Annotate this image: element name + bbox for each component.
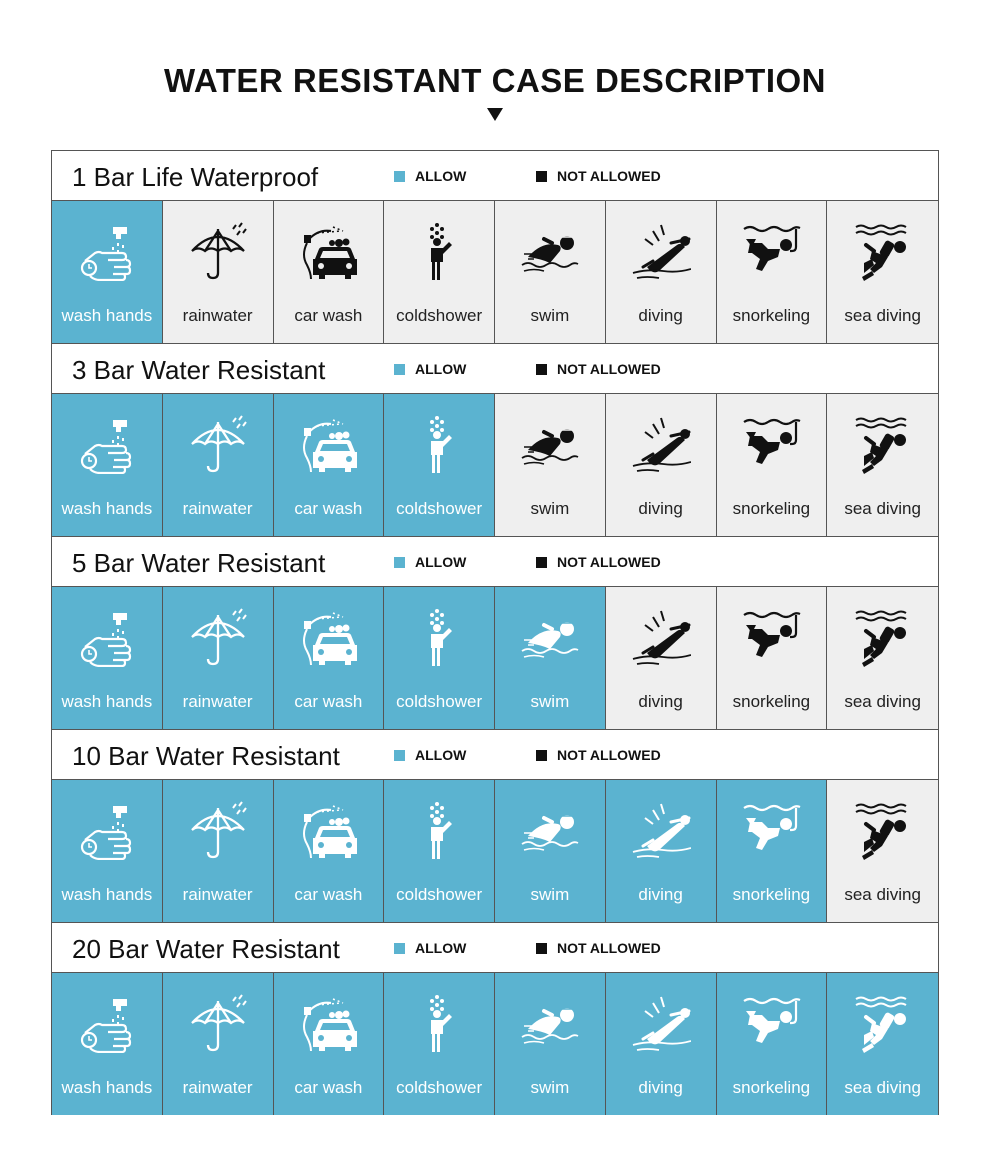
activity-label: swim [530, 499, 570, 518]
activity-row [52, 780, 938, 922]
activity-label: snorkeling [732, 499, 811, 518]
section-title: 10 Bar Water Resistant [72, 741, 340, 771]
activity-row [52, 201, 938, 343]
swimmer-icon [520, 414, 580, 474]
shower-icon [409, 221, 469, 281]
activity-label: rainwater [182, 499, 253, 518]
allow-swatch [394, 943, 405, 954]
section-header [52, 730, 938, 780]
activity-label: car wash [294, 499, 363, 518]
activity-label: wash hands [61, 306, 153, 325]
activity-cell-wash-hands [52, 780, 163, 922]
activity-cell-wash-hands [52, 394, 163, 536]
activity-label: swim [530, 1078, 570, 1097]
section-header [52, 537, 938, 587]
shower-icon [409, 800, 469, 860]
activity-cell-car-wash [274, 587, 385, 729]
activity-cell-rainwater [163, 201, 274, 343]
activity-cell-car-wash [274, 394, 385, 536]
sea-diving-icon [852, 800, 912, 860]
car-wash-icon [299, 607, 359, 667]
activity-label: diving [638, 306, 683, 325]
activity-cell-car-wash [274, 973, 385, 1115]
page-title: WATER RESISTANT CASE DESCRIPTION [164, 62, 826, 99]
activity-label: coldshower [396, 1078, 483, 1097]
activity-cell-rainwater [163, 587, 274, 729]
activity-cell-coldshower [384, 780, 495, 922]
activity-cell-swim [495, 201, 606, 343]
wash-hands-icon [77, 607, 137, 667]
activity-label: sea diving [844, 885, 921, 904]
shower-icon [409, 993, 469, 1053]
allow-swatch [394, 557, 405, 568]
activity-cell-swim [495, 394, 606, 536]
activity-cell-rainwater [163, 780, 274, 922]
legend-not-allowed-label: NOT ALLOWED [557, 940, 661, 956]
activity-cell-sea-diving [827, 587, 938, 729]
activity-label: swim [530, 885, 570, 904]
allow-swatch [394, 364, 405, 375]
sea-diving-icon [852, 414, 912, 474]
activity-label: coldshower [396, 692, 483, 711]
rating-section-10bar [52, 730, 938, 923]
activity-label: coldshower [396, 885, 483, 904]
activity-cell-diving [606, 780, 717, 922]
activity-label: wash hands [61, 885, 153, 904]
wash-hands-icon [77, 800, 137, 860]
legend-not-allowed [536, 940, 661, 956]
activity-label: wash hands [61, 499, 153, 518]
activity-label: car wash [294, 306, 363, 325]
activity-label: diving [638, 885, 683, 904]
activity-row [52, 973, 938, 1115]
activity-cell-sea-diving [827, 201, 938, 343]
snorkeling-icon [742, 993, 802, 1053]
activity-label: car wash [294, 885, 363, 904]
legend-allow-label: ALLOW [415, 940, 467, 956]
activity-label: snorkeling [732, 885, 811, 904]
activity-cell-snorkeling [717, 394, 828, 536]
legend-allow [394, 940, 466, 956]
legend-not-allowed [536, 361, 661, 377]
activity-label: diving [638, 692, 683, 711]
section-title: 1 Bar Life Waterproof [72, 162, 319, 192]
diving-icon [631, 221, 691, 281]
activity-cell-sea-diving [827, 973, 938, 1115]
activity-label: car wash [294, 692, 363, 711]
allow-swatch [394, 171, 405, 182]
legend-not-allowed-label: NOT ALLOWED [557, 747, 661, 763]
activity-cell-wash-hands [52, 973, 163, 1115]
legend-allow [394, 168, 466, 184]
rating-section-5bar [52, 537, 938, 730]
activity-cell-diving [606, 973, 717, 1115]
sea-diving-icon [852, 221, 912, 281]
swimmer-icon [520, 221, 580, 281]
car-wash-icon [299, 414, 359, 474]
rating-section-1bar [52, 151, 938, 344]
section-title: 3 Bar Water Resistant [72, 355, 326, 385]
activity-cell-snorkeling [717, 587, 828, 729]
activity-cell-snorkeling [717, 780, 828, 922]
legend-allow-label: ALLOW [415, 554, 467, 570]
rating-table [51, 150, 939, 1115]
umbrella-icon [188, 993, 248, 1053]
snorkeling-icon [742, 800, 802, 860]
activity-label: car wash [294, 1078, 363, 1097]
activity-cell-diving [606, 394, 717, 536]
wash-hands-icon [77, 414, 137, 474]
activity-label: swim [530, 692, 570, 711]
car-wash-icon [299, 993, 359, 1053]
section-header [52, 344, 938, 394]
section-title: 5 Bar Water Resistant [72, 548, 326, 578]
umbrella-icon [188, 221, 248, 281]
legend-not-allowed-label: NOT ALLOWED [557, 361, 661, 377]
activity-label: wash hands [61, 692, 153, 711]
activity-label: diving [638, 499, 683, 518]
sea-diving-icon [852, 607, 912, 667]
activity-label: sea diving [844, 1078, 921, 1097]
activity-label: rainwater [182, 692, 253, 711]
diving-icon [631, 800, 691, 860]
activity-label: snorkeling [732, 306, 811, 325]
activity-cell-rainwater [163, 973, 274, 1115]
swimmer-icon [520, 993, 580, 1053]
legend-not-allowed [536, 747, 661, 763]
activity-cell-wash-hands [52, 201, 163, 343]
activity-cell-swim [495, 587, 606, 729]
activity-cell-rainwater [163, 394, 274, 536]
activity-label: coldshower [396, 306, 483, 325]
legend-allow [394, 554, 466, 570]
snorkeling-icon [742, 414, 802, 474]
legend-not-allowed-label: NOT ALLOWED [557, 554, 661, 570]
activity-label: rainwater [182, 306, 253, 325]
activity-label: sea diving [844, 692, 921, 711]
down-arrow-icon [487, 108, 503, 121]
activity-cell-snorkeling [717, 201, 828, 343]
wash-hands-icon [77, 993, 137, 1053]
activity-label: wash hands [61, 1078, 153, 1097]
legend-not-allowed [536, 554, 661, 570]
legend-allow [394, 747, 466, 763]
activity-label: snorkeling [732, 1078, 811, 1097]
activity-row [52, 587, 938, 729]
swimmer-icon [520, 800, 580, 860]
not-allowed-swatch [536, 171, 547, 182]
swimmer-icon [520, 607, 580, 667]
not-allowed-swatch [536, 364, 547, 375]
activity-cell-sea-diving [827, 394, 938, 536]
legend-not-allowed [536, 168, 661, 184]
not-allowed-swatch [536, 557, 547, 568]
activity-cell-sea-diving [827, 780, 938, 922]
diving-icon [631, 993, 691, 1053]
activity-label: swim [530, 306, 570, 325]
legend-allow-label: ALLOW [415, 361, 467, 377]
section-header [52, 923, 938, 973]
activity-cell-coldshower [384, 394, 495, 536]
section-title: 20 Bar Water Resistant [72, 934, 340, 964]
activity-label: sea diving [844, 306, 921, 325]
activity-label: rainwater [182, 885, 253, 904]
activity-cell-coldshower [384, 201, 495, 343]
diving-icon [631, 607, 691, 667]
legend-allow-label: ALLOW [415, 747, 467, 763]
allow-swatch [394, 750, 405, 761]
umbrella-icon [188, 607, 248, 667]
snorkeling-icon [742, 221, 802, 281]
shower-icon [409, 607, 469, 667]
car-wash-icon [299, 800, 359, 860]
activity-cell-coldshower [384, 973, 495, 1115]
activity-cell-car-wash [274, 780, 385, 922]
diving-icon [631, 414, 691, 474]
not-allowed-swatch [536, 943, 547, 954]
snorkeling-icon [742, 607, 802, 667]
activity-label: sea diving [844, 499, 921, 518]
rating-section-3bar [52, 344, 938, 537]
activity-cell-diving [606, 587, 717, 729]
shower-icon [409, 414, 469, 474]
activity-row [52, 394, 938, 536]
activity-cell-diving [606, 201, 717, 343]
umbrella-icon [188, 414, 248, 474]
sea-diving-icon [852, 993, 912, 1053]
activity-cell-swim [495, 973, 606, 1115]
activity-cell-swim [495, 780, 606, 922]
activity-cell-coldshower [384, 587, 495, 729]
activity-label: coldshower [396, 499, 483, 518]
wash-hands-icon [77, 221, 137, 281]
activity-label: diving [638, 1078, 683, 1097]
rating-section-20bar [52, 923, 938, 1116]
legend-not-allowed-label: NOT ALLOWED [557, 168, 661, 184]
legend-allow [394, 361, 466, 377]
activity-cell-snorkeling [717, 973, 828, 1115]
car-wash-icon [299, 221, 359, 281]
section-header [52, 151, 938, 201]
legend-allow-label: ALLOW [415, 168, 467, 184]
activity-label: rainwater [182, 1078, 253, 1097]
umbrella-icon [188, 800, 248, 860]
activity-cell-car-wash [274, 201, 385, 343]
activity-cell-wash-hands [52, 587, 163, 729]
activity-label: snorkeling [732, 692, 811, 711]
not-allowed-swatch [536, 750, 547, 761]
